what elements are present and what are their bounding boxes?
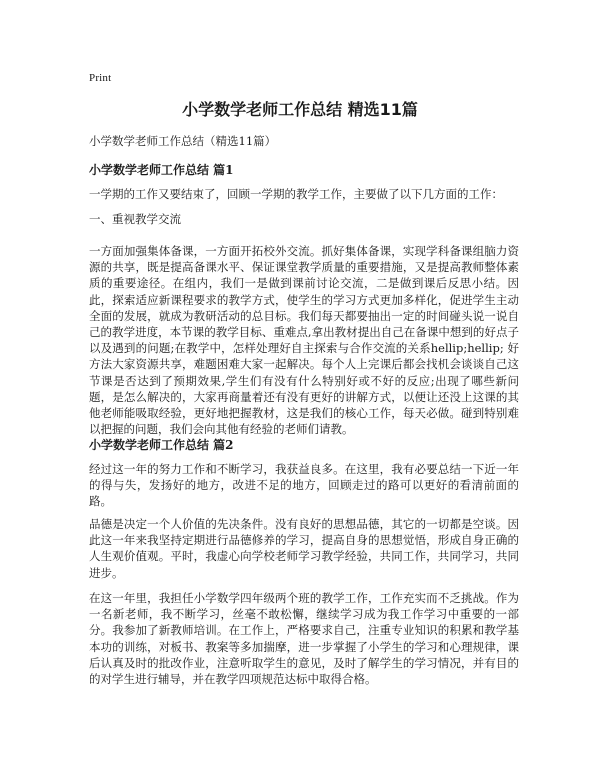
paragraph: 一方面加强集体备课，一方面开拓校外交流。抓好集体备课，实现学科备课组脑力资源的共享，既是提高备课水平、保证课堂教学质量的重要措施，又是提高教师整体素质的重要途径。在组内，我们一是做到课前讨论交流，二是做到课后反思小结。因此，探索适应新课程要求的教学方式，使学生的学习方式更加多样化，促进学生主动全面的发展，就成为教研活动的总目标。我们每天都要抽出一定的时间碰头说一说自己的教学进度，本节课的教学目标、重难点,拿出教材提出自己在备课中想到的好点子以及遇到的问题;在教学中，怎样处理好自主探索与合作交流的关系hellip;hellip; 好方法大家资源共享，难题困难大家一起解决。每个人上完课后都会找机会谈谈自己这节课是否达到了预期效果,学生们有没有什么特别好或不好的反应;出现了哪些新问题，是怎么解决的，大家再商量着还有没有更好的讲解方式，以便让还没上这课的其他老师能吸取经验，更好地把握教材，这是我们的核心工作，每天必做。碰到特别难以把握的问题，我们会向其他有经验的老师们请教。 [89,244,519,437]
section-heading-1: 小学数学老师工作总结 篇1 [89,163,234,177]
paragraph: 一学期的工作又要结束了，回顾一学期的教学工作，主要做了以下几方面的工作： [89,187,503,201]
document-title: 小学数学老师工作总结 精选11篇 [182,100,418,119]
section-heading-2: 小学数学老师工作总结 篇2 [89,438,234,452]
print-label: Print [89,72,112,84]
document-subtitle: 小学数学老师工作总结（精选11篇） [89,134,277,148]
paragraph: 品德是决定一个人价值的先决条件。没有良好的思想品德，其它的一切都是空谈。因此这一年来我坚持定期进行品德修养的学习，提高自身的思想觉悟，形成自身正确的人生观价值观。平时，我虚心向学校老师学习教学经验，共同工作，共同学习，共同进步。 [89,517,519,580]
paragraph: 在这一年里，我担任小学数学四年级两个班的教学工作，工作充实而不乏挑战。作为一名新老师，我不断学习，丝毫不敢松懈，继续学习成为我工作学习中重要的一部分。我参加了新教师培训。在工作上，严格要求自己，注重专业知识的积累和教学基本功的训练，对板书、教案等多加揣摩，进一步掌握了小学生的学习和心理规律，课后认真及时的批改作业，注意听取学生的意见，及时了解学生的学习情况，并有目的的对学生进行辅导，并在教学四项规范达标中取得合格。 [89,591,519,687]
paragraph: 一、重视教学交流 [89,212,181,226]
paragraph: 经过这一年的努力工作和不断学习，我获益良多。在这里，我有必要总结一下近一年的得与失，发扬好的地方，改进不足的地方，回顾走过的路可以更好的看清前面的路。 [89,462,519,509]
